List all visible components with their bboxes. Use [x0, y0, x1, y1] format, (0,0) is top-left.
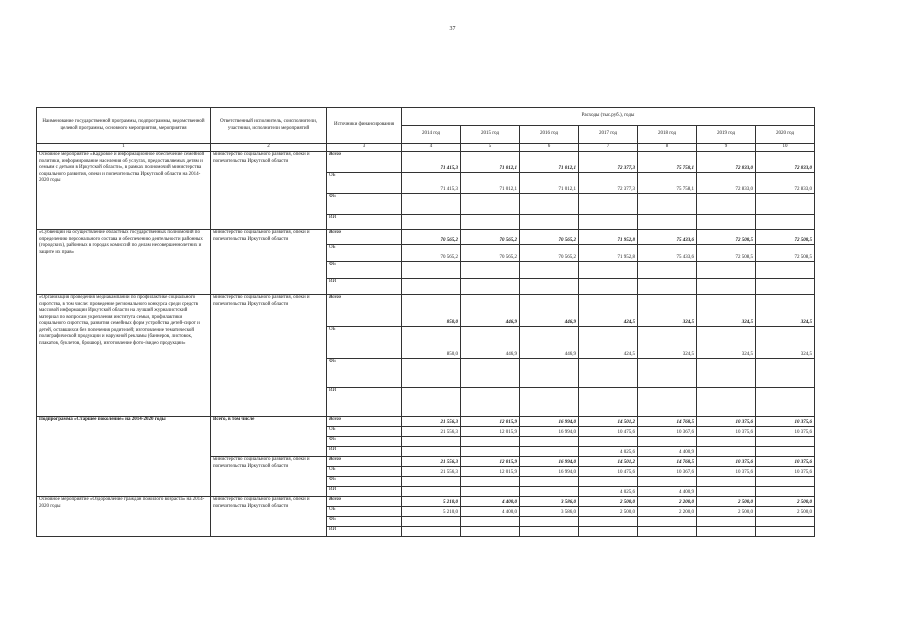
expense-value: [461, 215, 520, 230]
expense-value: [638, 527, 697, 537]
header-executor: Ответственный исполнитель, соисполнители, участники, исполнители мероприятий: [211, 108, 327, 144]
expense-value: [638, 215, 697, 230]
expense-value: [461, 359, 520, 388]
expense-value: [638, 279, 697, 295]
expense-value: [697, 487, 756, 497]
expense-value: [520, 359, 579, 388]
expense-value: 446,9: [461, 295, 520, 327]
expense-value: [402, 487, 461, 497]
header-year: 2018 год: [638, 126, 697, 144]
expense-value: 70 565,2: [461, 230, 520, 245]
expense-value: 75 433,6: [638, 230, 697, 245]
expense-value: 4 025,6: [579, 487, 638, 497]
funding-source: ИИ: [327, 215, 402, 230]
expense-value: [520, 527, 579, 537]
expense-value: 72 508,5: [697, 245, 756, 262]
funding-source: ИИ: [327, 487, 402, 497]
expense-value: 70 565,2: [520, 245, 579, 262]
executor: министерство социального развития, опеки и попечительства Иркутской области: [211, 230, 327, 295]
expense-value: 324,5: [756, 295, 815, 327]
expense-value: [579, 359, 638, 388]
column-number: 10: [756, 144, 815, 152]
header-expenses: Расходы (тыс.руб.), годы: [402, 108, 815, 126]
expense-value: 446,9: [520, 295, 579, 327]
funding-source: Всего: [327, 457, 402, 467]
header-year: 2016 год: [520, 126, 579, 144]
expense-value: 71 952,8: [579, 230, 638, 245]
expense-value: [756, 215, 815, 230]
column-number: 7: [579, 144, 638, 152]
expense-value: 71 415,3: [402, 152, 461, 173]
column-number: 9: [697, 144, 756, 152]
funding-source: Всего: [327, 497, 402, 507]
expense-value: 72 833,0: [756, 173, 815, 194]
expense-value: [756, 517, 815, 527]
expense-value: [461, 527, 520, 537]
expense-value: 3 586,0: [520, 507, 579, 517]
expense-value: [756, 437, 815, 447]
expense-value: 70 565,2: [402, 230, 461, 245]
expense-value: [756, 487, 815, 497]
expense-value: [756, 262, 815, 279]
executor: Всего, в том числе: [211, 417, 327, 457]
expense-value: [697, 388, 756, 417]
funding-source: ОБ: [327, 507, 402, 517]
expense-value: 70 565,2: [461, 245, 520, 262]
header-year: 2017 год: [579, 126, 638, 144]
funding-source: ФБ: [327, 477, 402, 487]
expense-value: 10 375,6: [756, 427, 815, 437]
expense-value: 10 475,6: [579, 467, 638, 477]
expense-value: [756, 527, 815, 537]
expense-value: [402, 359, 461, 388]
column-number: 6: [520, 144, 579, 152]
expense-value: [520, 487, 579, 497]
column-number-row: [37, 144, 815, 152]
expense-value: [638, 262, 697, 279]
expense-value: [697, 517, 756, 527]
expense-value: [697, 437, 756, 447]
expense-value: 72 508,5: [756, 230, 815, 245]
column-number: 5: [461, 144, 520, 152]
expense-value: [638, 437, 697, 447]
expense-value: 4 400,9: [638, 447, 697, 457]
table-row: [37, 417, 815, 427]
funding-source: Всего: [327, 230, 402, 245]
funding-source: ФБ: [327, 437, 402, 447]
funding-source: Всего: [327, 152, 402, 173]
header-year: 2020 год: [756, 126, 815, 144]
funding-source: ФБ: [327, 262, 402, 279]
expense-value: 10 375,6: [756, 417, 815, 427]
expense-value: 2 200,0: [638, 507, 697, 517]
expense-value: [461, 487, 520, 497]
executor: министерство социального развития, опеки и попечительства Иркутской области: [211, 497, 327, 537]
expense-value: [756, 477, 815, 487]
expense-value: 72 377,3: [579, 173, 638, 194]
expense-value: [402, 437, 461, 447]
header-source: Источники финансирования: [327, 108, 402, 144]
expense-value: 21 556,3: [402, 427, 461, 437]
expense-value: 446,9: [461, 327, 520, 359]
header-name: Наименование государственной программы, подпрограммы, ведомственной целевой программы, основного мероприятия, мероприятия: [37, 108, 211, 144]
expense-value: [402, 262, 461, 279]
expense-value: 10 375,6: [697, 417, 756, 427]
expense-value: [520, 262, 579, 279]
expense-value: 16 994,0: [520, 467, 579, 477]
expense-value: 10 375,6: [697, 427, 756, 437]
funding-source: Всего: [327, 295, 402, 327]
funding-source: Всего: [327, 417, 402, 427]
table-row: [37, 295, 815, 327]
expense-value: 10 375,6: [697, 467, 756, 477]
expense-value: [520, 215, 579, 230]
expense-value: [461, 262, 520, 279]
expense-value: 70 565,2: [402, 245, 461, 262]
expense-value: [520, 477, 579, 487]
expense-value: 14 768,5: [638, 417, 697, 427]
expense-value: 71 952,8: [579, 245, 638, 262]
expense-value: 2 500,0: [697, 497, 756, 507]
expense-value: [697, 359, 756, 388]
expense-value: 324,5: [697, 327, 756, 359]
expense-value: 75 758,1: [638, 173, 697, 194]
expense-value: [579, 517, 638, 527]
expense-value: 72 508,5: [756, 245, 815, 262]
expense-value: 10 375,6: [697, 457, 756, 467]
expense-value: [697, 279, 756, 295]
header-row: [37, 108, 815, 126]
executor: министерство социального развития, опеки и попечительства Иркутской области: [211, 152, 327, 230]
expense-value: 10 475,6: [579, 427, 638, 437]
expense-value: 324,5: [756, 327, 815, 359]
budget-table: [36, 107, 815, 537]
program-name: Основное мероприятие «Кадровое и информационное обеспечение семейной политики, информирование населения об услугах, предоставляемых детям и семьям с детьми в Иркутской области», в рамках полномочий министерства социального развития, опеки и попечительства Иркутской области на 2014-2020 годы: [37, 152, 211, 230]
expense-value: 14 501,2: [579, 457, 638, 467]
header-year: 2015 год: [461, 126, 520, 144]
expense-value: [756, 359, 815, 388]
funding-source: ФБ: [327, 359, 402, 388]
header-year: 2019 год: [697, 126, 756, 144]
expense-value: 5 210,0: [402, 507, 461, 517]
expense-value: [402, 279, 461, 295]
column-number: 4: [402, 144, 461, 152]
funding-source: ОБ: [327, 427, 402, 437]
program-name: «Организация проведения медиакампании по профилактике социального сиротства, в том числе: проведение регионального конкурса среди средств массовой информации Иркутской области на лучший журналистский материал по вопросам укрепления института семьи, профилактики социального сиротства, развития семейных форм устройства детей-сирот и детей, оставшихся без попечения родителей; изготовление тематической полиграфической продукции и наружной рекламы (баннеров, листовок, плакатов, буклетов, брошюр), изготовление фото-/видео продукции»: [37, 295, 211, 417]
expense-value: 71 012,1: [461, 152, 520, 173]
expense-value: 71 012,1: [461, 173, 520, 194]
funding-source: ОБ: [327, 327, 402, 359]
column-number: 3: [327, 144, 402, 152]
expense-value: 12 015,9: [461, 417, 520, 427]
expense-value: [697, 215, 756, 230]
expense-value: 2 500,0: [756, 507, 815, 517]
expense-value: 72 833,0: [697, 173, 756, 194]
expense-value: 2 200,0: [638, 497, 697, 507]
funding-source: ИИ: [327, 279, 402, 295]
funding-source: ОБ: [327, 173, 402, 194]
expense-value: [579, 279, 638, 295]
funding-source: ИИ: [327, 447, 402, 457]
expense-value: [697, 527, 756, 537]
expense-value: 71 415,3: [402, 173, 461, 194]
expense-value: 4 400,0: [461, 497, 520, 507]
expense-value: 16 994,0: [520, 457, 579, 467]
funding-source: ИИ: [327, 527, 402, 537]
expense-value: [520, 447, 579, 457]
expense-value: 4 400,9: [638, 487, 697, 497]
expense-value: 3 586,0: [520, 497, 579, 507]
header-year: 2014 год: [402, 126, 461, 144]
column-number: 2: [211, 144, 327, 152]
expense-value: 71 012,1: [520, 152, 579, 173]
expense-value: 2 500,0: [756, 497, 815, 507]
expense-value: 21 556,3: [402, 467, 461, 477]
expense-value: [579, 527, 638, 537]
expense-value: 446,9: [520, 327, 579, 359]
expense-value: [402, 215, 461, 230]
column-number: 8: [638, 144, 697, 152]
expense-value: 850,0: [402, 295, 461, 327]
expense-value: [579, 194, 638, 215]
expense-value: [579, 262, 638, 279]
expense-value: 71 012,1: [520, 173, 579, 194]
expense-value: 21 556,3: [402, 417, 461, 427]
expense-value: [461, 388, 520, 417]
program-name: Основное мероприятие «Оздоровление граждан пожилого возраста» на 2014-2020 годы: [37, 497, 211, 537]
expense-value: 14 768,5: [638, 457, 697, 467]
expense-value: [402, 447, 461, 457]
funding-source: ОБ: [327, 245, 402, 262]
expense-value: 324,5: [638, 327, 697, 359]
executor: министерство социального развития, опеки и попечительства Иркутской области: [211, 295, 327, 417]
expense-value: [520, 388, 579, 417]
expense-value: 324,5: [697, 295, 756, 327]
expense-value: [638, 388, 697, 417]
expense-value: [520, 437, 579, 447]
expense-value: 324,5: [638, 295, 697, 327]
expense-value: 21 556,3: [402, 457, 461, 467]
expense-value: [756, 279, 815, 295]
program-name: «Субвенции на осуществление областных государственных полномочий по определению персонального состава и обеспечению деятельности районных (городских), районных в городах комиссий по делам несовершеннолетних и защите их прав»: [37, 230, 211, 295]
expense-value: 424,5: [579, 295, 638, 327]
expense-value: [461, 517, 520, 527]
funding-source: ФБ: [327, 194, 402, 215]
expense-value: 75 758,1: [638, 152, 697, 173]
expense-value: 2 500,0: [579, 497, 638, 507]
expense-value: [638, 517, 697, 527]
expense-value: 12 015,9: [461, 467, 520, 477]
expense-value: 75 433,6: [638, 245, 697, 262]
expense-value: [402, 194, 461, 215]
expense-value: 70 565,2: [520, 230, 579, 245]
expense-value: [697, 262, 756, 279]
expense-value: [579, 437, 638, 447]
expense-value: 10 367,6: [638, 427, 697, 437]
expense-value: [402, 477, 461, 487]
expense-value: [638, 194, 697, 215]
expense-value: 12 015,9: [461, 457, 520, 467]
expense-value: [756, 388, 815, 417]
expense-value: 4 025,6: [579, 447, 638, 457]
expense-value: 10 367,6: [638, 467, 697, 477]
expense-value: [638, 359, 697, 388]
expense-value: [579, 215, 638, 230]
expense-value: 850,0: [402, 327, 461, 359]
expense-value: 72 833,0: [756, 152, 815, 173]
program-name: Подпрограмма «Старшее поколение» на 2014-2020 годы: [37, 417, 211, 497]
expense-value: [520, 517, 579, 527]
column-number: 1: [37, 144, 211, 152]
expense-value: [461, 194, 520, 215]
expense-value: 72 833,0: [697, 152, 756, 173]
expense-value: 4 400,0: [461, 507, 520, 517]
expense-value: 72 377,3: [579, 152, 638, 173]
expense-value: 5 210,0: [402, 497, 461, 507]
expense-value: 16 994,0: [520, 417, 579, 427]
expense-value: [579, 477, 638, 487]
expense-value: 424,5: [579, 327, 638, 359]
expense-value: [461, 437, 520, 447]
expense-value: 12 015,9: [461, 427, 520, 437]
expense-value: 14 501,2: [579, 417, 638, 427]
expense-value: [638, 477, 697, 487]
expense-value: 16 994,0: [520, 427, 579, 437]
expense-value: [579, 388, 638, 417]
funding-source: ИИ: [327, 388, 402, 417]
expense-value: 10 375,6: [756, 457, 815, 467]
table-row: [37, 497, 815, 507]
expense-value: 2 500,0: [697, 507, 756, 517]
expense-value: [461, 447, 520, 457]
expense-value: [697, 447, 756, 457]
page-number: 37: [449, 26, 456, 32]
table-row: [37, 152, 815, 173]
executor: министерство социального развития, опеки и попечительства Иркутской области: [211, 457, 327, 497]
expense-value: 2 500,0: [579, 507, 638, 517]
expense-value: [461, 477, 520, 487]
expense-value: [461, 279, 520, 295]
expense-value: [402, 517, 461, 527]
expense-value: [520, 279, 579, 295]
expense-value: [402, 388, 461, 417]
expense-value: [520, 194, 579, 215]
expense-value: [756, 447, 815, 457]
funding-source: ФБ: [327, 517, 402, 527]
expense-value: [756, 194, 815, 215]
expense-value: 72 508,5: [697, 230, 756, 245]
expense-value: [697, 194, 756, 215]
expense-value: [697, 477, 756, 487]
table-row: [37, 230, 815, 245]
funding-source: ОБ: [327, 467, 402, 477]
expense-value: [402, 527, 461, 537]
expense-value: 10 375,6: [756, 467, 815, 477]
